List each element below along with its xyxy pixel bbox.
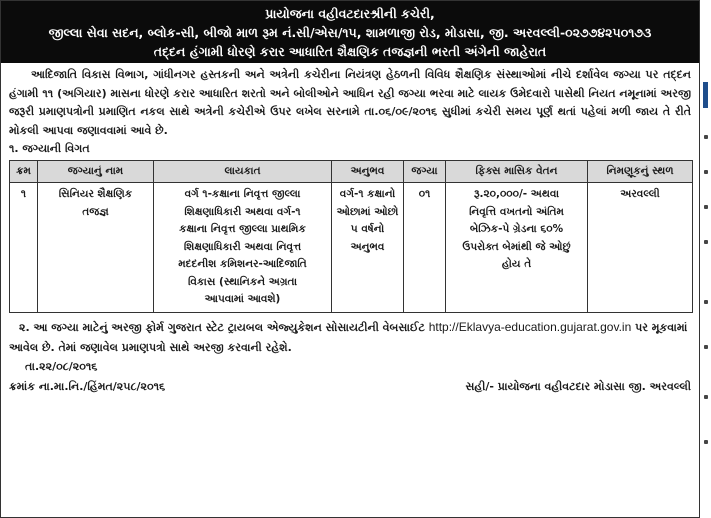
cell-post-name: સિનિયર શૈક્ષણિક તજજ્ઞ [38, 183, 154, 313]
issue-date: તા.૨૨/૦૮/૨૦૧૬ [25, 359, 98, 373]
application-note [1, 313, 699, 358]
col-header-vacancies: જગ્યા [404, 161, 446, 183]
adjacent-page-bar [703, 82, 708, 108]
adjacent-page-strip [703, 0, 711, 518]
table-row [10, 183, 693, 313]
bottom-row [1, 376, 699, 394]
cell-salary: રૂ.૨૦,૦૦૦/- અથવા નિવૃત્તિ વખતનો અંતિમ બેઝિક-પે ગ્રેડના ૬૦% ઉપરોક્ત બેમાંથી જે ઓછું હોય તે [446, 183, 588, 313]
application-note-suffix: પર મૂકવામાં આવેલ છે. તેમાં જણાવેલ પ્રમાણપત્રો સાથે અરજી કરવાની રહેશે. [9, 320, 688, 354]
office-title: પ્રાયોજના વહીવટદારશ્રીની કચેરી, [265, 6, 435, 21]
office-header [1, 1, 699, 63]
adjacent-page-mark [704, 440, 708, 444]
office-address: જીલ્લા સેવા સદન, બ્લોક-સી, બીજો માળ રૂમ નં.સી/એસ/૧૫, શામળાજી રોડ, મોડાસા, જી. અરવલ્લી-૦૨૭૭૪૨૫૦૧૭૩ [48, 25, 652, 40]
cell-qualification: વર્ગ ૧-કક્ષાના નિવૃત્ત જીલ્લા શિક્ષણાધિકારી અથવા વર્ગ-૧ કક્ષાના નિવૃત્ત જીલ્લા પ્રાથમિક શિક્ષણાધિકારી અથવા નિવૃત્ત મદદનીશ કમિશનર-આદિજાતિ વિકાસ (સ્થાનિકને અગ્રતા આપવામાં આવશે) [154, 183, 332, 313]
col-header-post: જગ્યાનું નામ [38, 161, 154, 183]
col-header-location: નિમણૂકનું સ્થળ [588, 161, 693, 183]
col-header-sr: ક્રમ [10, 161, 38, 183]
adjacent-page-mark [704, 345, 708, 349]
cell-location: અરવલ્લી [588, 183, 693, 313]
cell-experience: વર્ગ-૧ કક્ષાનો ઓછામાં ઓછો ૫ વર્ષનો અનુભવ [332, 183, 404, 313]
intro-paragraph: આદિજાતિ વિકાસ વિભાગ, ગાંધીનગર હસ્તકની અને અત્રેની કચેરીના નિયંત્રણ હેઠળની વિવિધ શૈક્ષણિક સંસ્થાઓમાં નીચે દર્શાવેલ જગ્યા પર તદ્દન હંગામી ૧૧ (અગિયાર) માસના ધોરણે કરાર આધારિત શરતો અને બોલીઓને આધિન રહી જગ્યા ભરવા માટે લાયક ઉમેદવારો પાસેથી નિયત નમૂનામાં અરજી જરૂરી પ્રમાણપત્રોની પ્રમાણિત નકલ સાથે અત્રેની કચેરીએ ઉપર લખેલ સરનામે તા.૦૬/૦૯/૨૦૧૬ સુધીમાં કચેરી સમય પૂર્ણ થતાં પહેલાં મળી જાય તે રીતે મોકલી આપવા જણાવવામાં આવે છે. [9, 68, 691, 137]
reference-number: ક્રમાંક ના.મા.નિ./હિંમત/૨૫૮/૨૦૧૬ [9, 379, 166, 393]
advertisement-title: તદ્દન હંગામી ધોરણે કરાર આધારિત શૈક્ષણિક તજજ્ઞની ભરતી અંગેની જાહેરાત [153, 44, 547, 59]
col-header-qualification: લાયકાત [154, 161, 332, 183]
adjacent-page-mark [704, 300, 708, 304]
col-header-salary: ફિક્સ માસિક વેતન [446, 161, 588, 183]
adjacent-page-mark [704, 135, 708, 139]
posts-table [9, 160, 693, 313]
website-link[interactable]: http://Eklavya-education.gujarat.gov.in [428, 319, 632, 334]
adjacent-page-mark [704, 205, 708, 209]
adjacent-page-mark [704, 240, 708, 244]
table-header-row [10, 161, 693, 183]
col-header-experience: અનુભવ [332, 161, 404, 183]
adjacent-page-mark [704, 170, 708, 174]
application-note-prefix: ૨. આ જગ્યા માટેનું અરજી ફોર્મ ગુજરાત સ્ટેટ ટ્રાયબલ એજ્યુકેશન સોસાયટીની વેબસાઈટ [19, 320, 425, 334]
signature-line: સહી/- પ્રાયોજના વહીવટદાર મોડાસા જી. અરવલ્લી [465, 379, 691, 393]
section-label: ૧. જગ્યાની વિગત [9, 142, 90, 155]
cell-sr: ૧ [10, 183, 38, 313]
cell-vacancies: ૦૧ [404, 183, 446, 313]
adjacent-page-mark [704, 395, 708, 399]
